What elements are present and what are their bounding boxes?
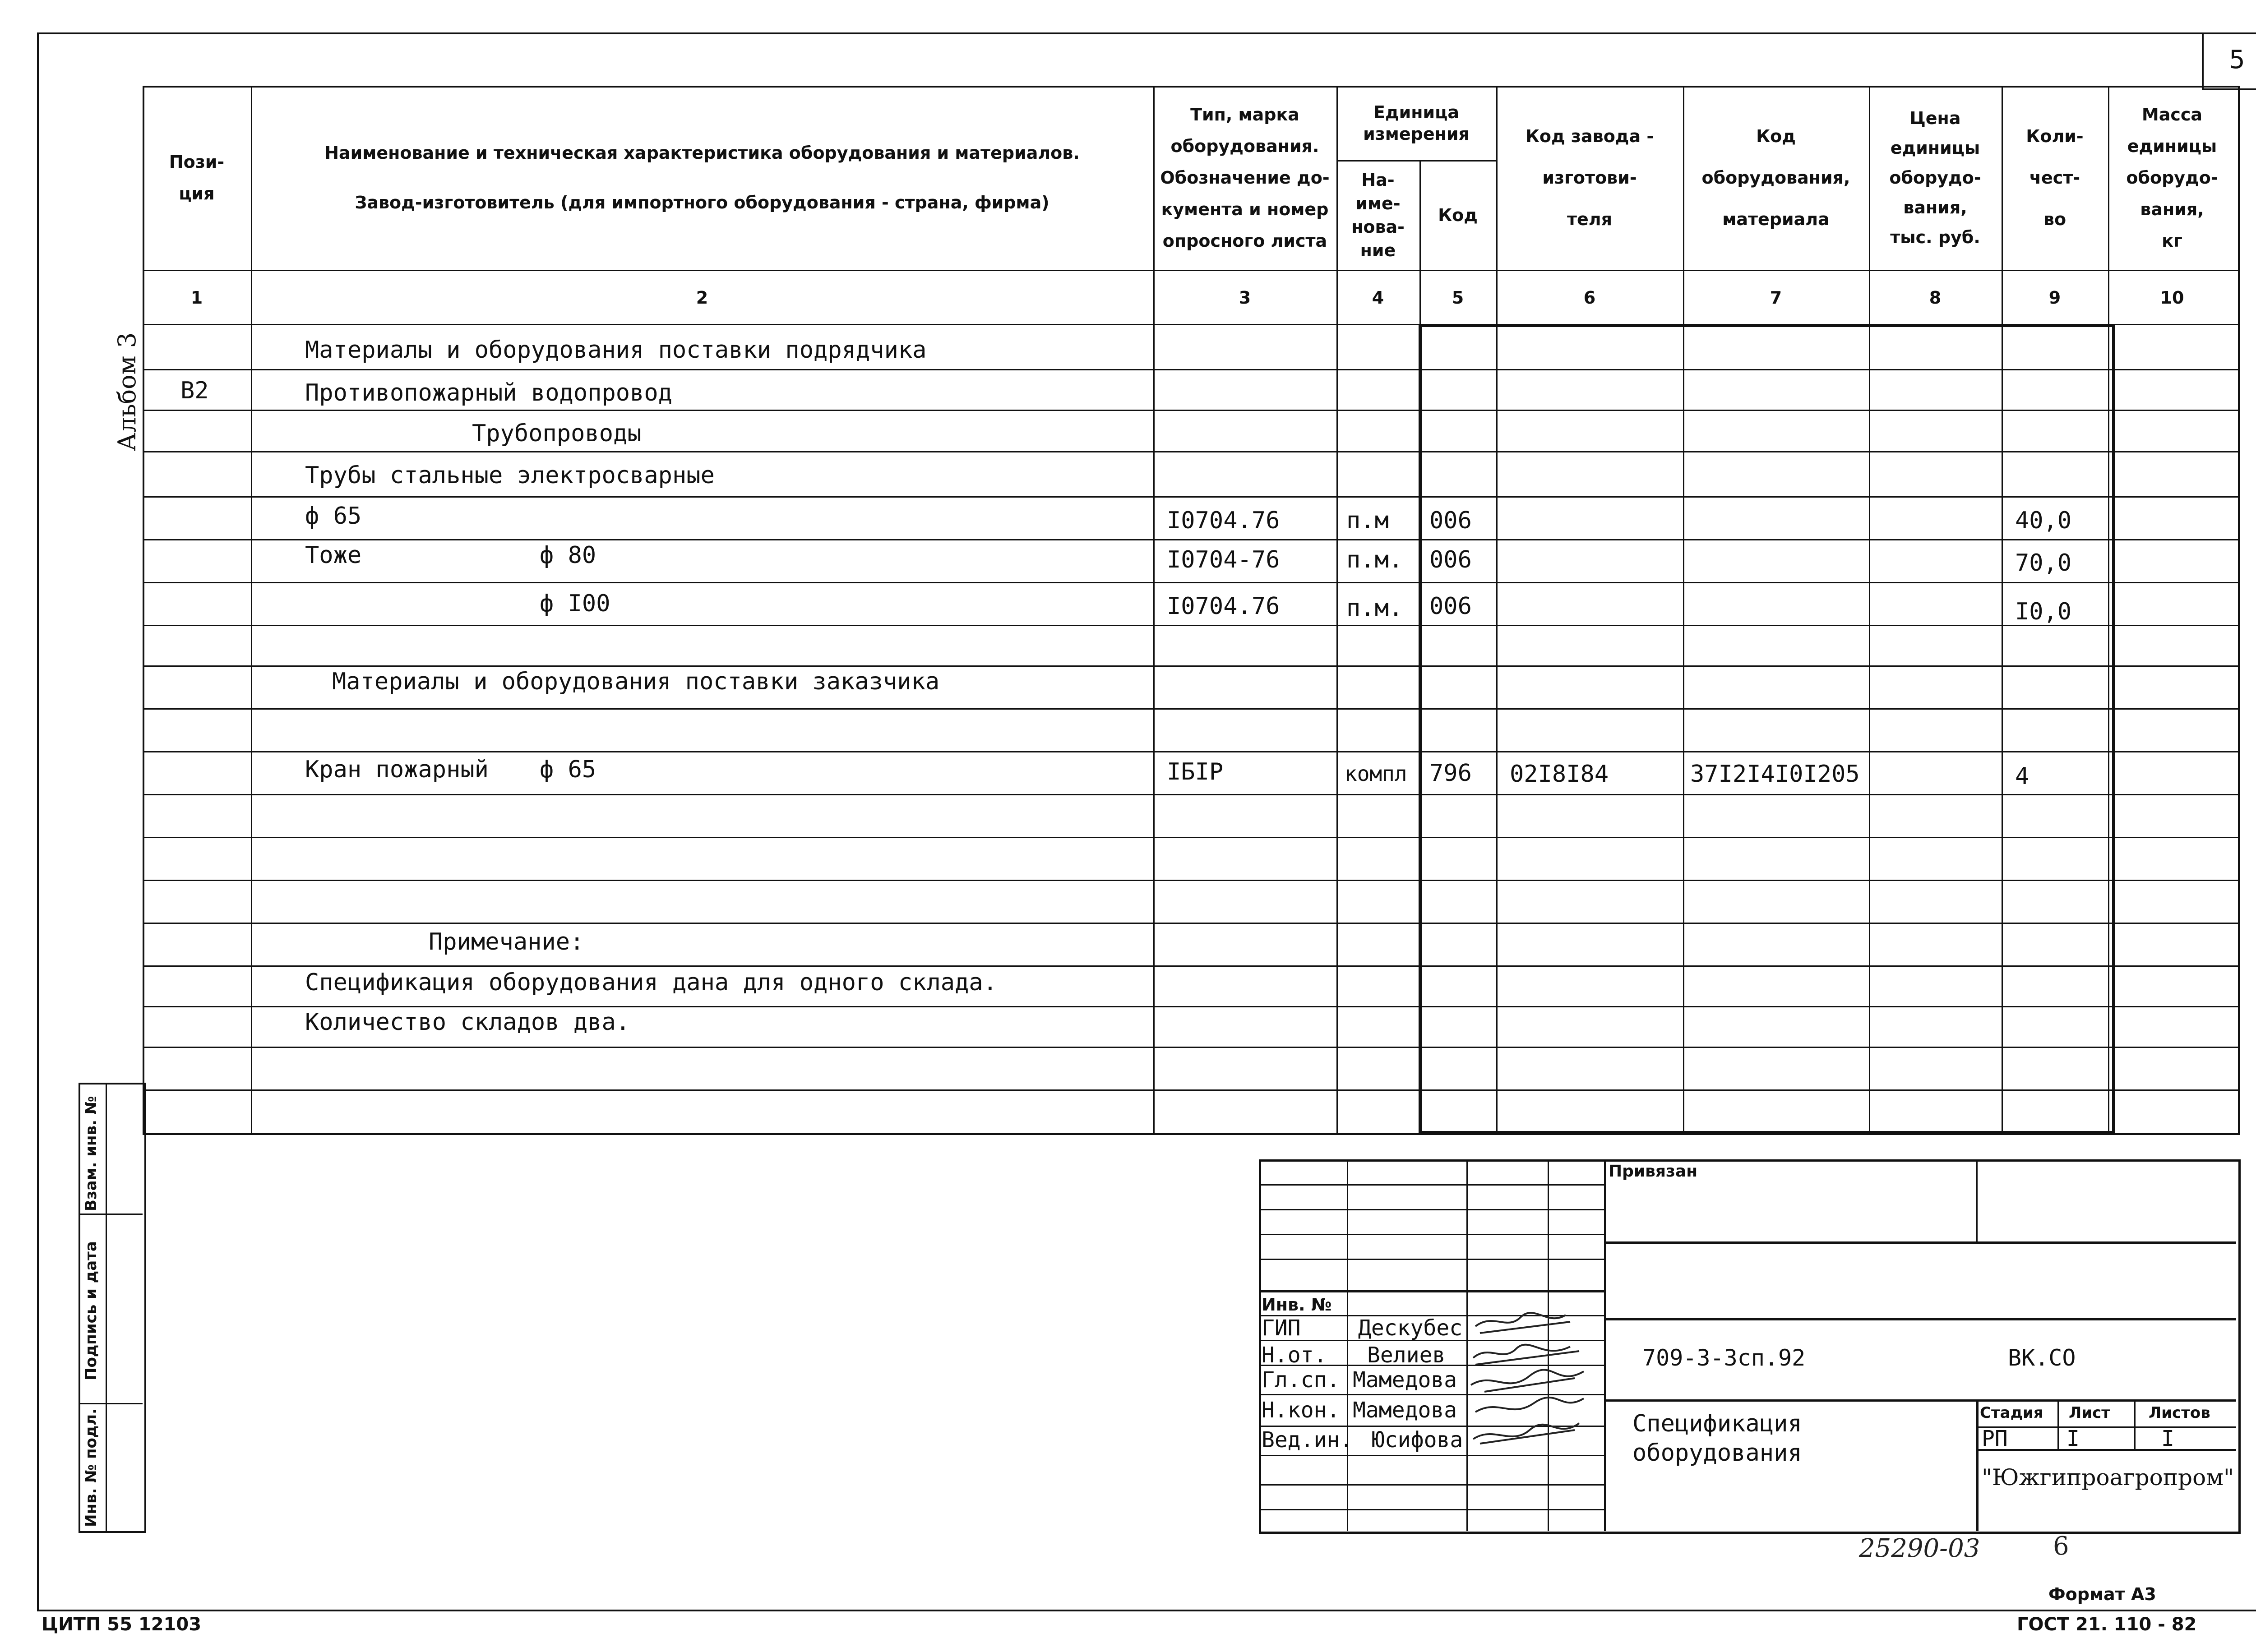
- row-6-name2: ф 80: [540, 542, 596, 569]
- row-11-name2: ф 65: [540, 756, 596, 783]
- doc-title-line2: оборудования: [1632, 1440, 1802, 1467]
- row-11-type: IБIР: [1167, 758, 1224, 785]
- sheets-value: I: [2161, 1426, 2174, 1451]
- row-5-unit: п.м: [1346, 507, 1389, 534]
- archive-number: 25290-03: [1859, 1534, 1980, 1563]
- signatures-drawing: [1466, 1308, 1602, 1457]
- sheets-label: Листов: [2149, 1404, 2210, 1422]
- row-3-name: Трубопроводы: [472, 420, 642, 447]
- side-stamp-signature: Подпись и дата: [82, 1241, 100, 1380]
- gost-label: ГОСТ 21. 110 - 82: [2017, 1614, 2197, 1635]
- row-7-qty: I0,0: [2015, 598, 2072, 625]
- row-1-name: Материалы и оборудования поставки подрядчика: [305, 337, 927, 364]
- row-9-name: Материалы и оборудования поставки заказчика: [332, 668, 940, 695]
- doc-title-line1: Спецификация: [1632, 1410, 1802, 1437]
- doc-mark: ВК.СО: [2008, 1345, 2076, 1371]
- format-label: Формат А3: [2048, 1584, 2156, 1604]
- name-2: Велиев: [1367, 1343, 1446, 1368]
- row-6-code: 006: [1429, 546, 1472, 573]
- row-5-code: 006: [1429, 507, 1472, 534]
- stage-value: РП: [1982, 1426, 2008, 1451]
- row-11-qty: 4: [2015, 763, 2029, 790]
- row-11-unit: компл: [1345, 761, 1407, 786]
- role-not: Н.от.: [1262, 1343, 1327, 1368]
- col-num-5: 5: [1452, 288, 1464, 308]
- name-3: Мамедова: [1353, 1367, 1457, 1393]
- header-factory-code: Код завода - изготови- теля: [1525, 126, 1654, 229]
- row-16-name: Спецификация оборудования дана для одного склада.: [305, 969, 998, 996]
- privyazan-label: Привязан: [1609, 1162, 1698, 1181]
- role-gip: ГИП: [1262, 1315, 1301, 1341]
- row-7-type: I0704.76: [1167, 593, 1280, 620]
- row-6-unit: п.м.: [1346, 546, 1403, 573]
- col-num-6: 6: [1583, 288, 1596, 308]
- header-type: Тип, марка оборудования. Обозначение до- кумента и номер опросного листа: [1160, 105, 1330, 251]
- organization: "Южгипроагропром": [1982, 1464, 2234, 1490]
- row-2-name: Противопожарный водопровод: [305, 379, 672, 406]
- header-price: Цена единицы оборудо- вания, тыс. руб.: [1889, 108, 1981, 247]
- header-position: Пози- ция: [169, 152, 225, 203]
- sheet-label: Лист: [2069, 1404, 2110, 1422]
- side-stamp-replace: Взам. инв. №: [82, 1096, 100, 1211]
- page-number: 5: [2229, 45, 2245, 74]
- row-11-code: 796: [1429, 760, 1472, 787]
- sheet-value: I: [2066, 1426, 2080, 1451]
- header-unit-name: На- име- нова- ние: [1351, 170, 1405, 260]
- header-equipment-code: Код оборудования, материала: [1701, 126, 1850, 229]
- name-5: Юсифова: [1372, 1427, 1463, 1453]
- stage-label: Стадия: [1980, 1404, 2043, 1422]
- ctp-label: ЦИТП 55 12103: [42, 1614, 202, 1635]
- row-5-type: I0704.76: [1167, 507, 1280, 534]
- col-num-10: 10: [2160, 288, 2184, 308]
- row-17-name: Количество складов два.: [305, 1009, 630, 1036]
- row-7-unit: п.м.: [1346, 595, 1403, 622]
- highlighted-block: [1419, 324, 2115, 1134]
- header-unit-code: Код: [1438, 205, 1478, 225]
- row-5-qty: 40,0: [2015, 507, 2072, 534]
- col-num-8: 8: [1929, 288, 1942, 308]
- side-stamp-inventory: Инв. № подл.: [82, 1408, 100, 1527]
- row-7-name2: ф I00: [540, 590, 610, 617]
- col-num-2: 2: [696, 288, 708, 308]
- doc-code: 709-3-3сп.92: [1642, 1345, 1806, 1371]
- row-5-name: ф 65: [305, 503, 362, 530]
- row-7-code: 006: [1429, 593, 1472, 620]
- archive-page: 6: [2053, 1532, 2069, 1561]
- col-num-9: 9: [2048, 288, 2061, 308]
- row-6-qty: 70,0: [2015, 549, 2072, 577]
- col-num-4: 4: [1372, 288, 1384, 308]
- row-6-name: Тоже: [305, 542, 362, 569]
- header-name: Наименование и техническая характеристика оборудования и материалов. Завод-изготовитель (для импортного оборудования - страна, фирма): [324, 143, 1080, 212]
- row-2-pos: В2: [180, 377, 209, 404]
- col-num-3: 3: [1239, 288, 1251, 308]
- header-quantity: Коли- чест- во: [2026, 126, 2084, 229]
- inv-no-label: Инв. №: [1262, 1295, 1332, 1315]
- row-11-name: Кран пожарный: [305, 756, 489, 783]
- name-1: Дескубес: [1358, 1315, 1463, 1341]
- name-4: Мамедова: [1353, 1398, 1457, 1423]
- album-label: Альбом 3: [113, 332, 141, 451]
- col-num-7: 7: [1770, 288, 1782, 308]
- row-11-factory: 02I8I84: [1510, 761, 1609, 788]
- row-15-name: Примечание:: [429, 928, 584, 955]
- role-vedin: Вед.ин.: [1262, 1427, 1353, 1453]
- header-mass: Масса единицы оборудо- вания, кг: [2126, 105, 2218, 251]
- header-unit: Единица измерения: [1363, 102, 1470, 144]
- col-num-1: 1: [190, 288, 203, 308]
- row-4-name: Трубы стальные электросварные: [305, 462, 715, 489]
- role-glsp: Гл.сп.: [1262, 1367, 1340, 1393]
- role-nkon: Н.кон.: [1262, 1398, 1340, 1423]
- row-11-equip: 37I2I4I0I205: [1690, 761, 1860, 788]
- row-6-type: I0704-76: [1167, 546, 1280, 573]
